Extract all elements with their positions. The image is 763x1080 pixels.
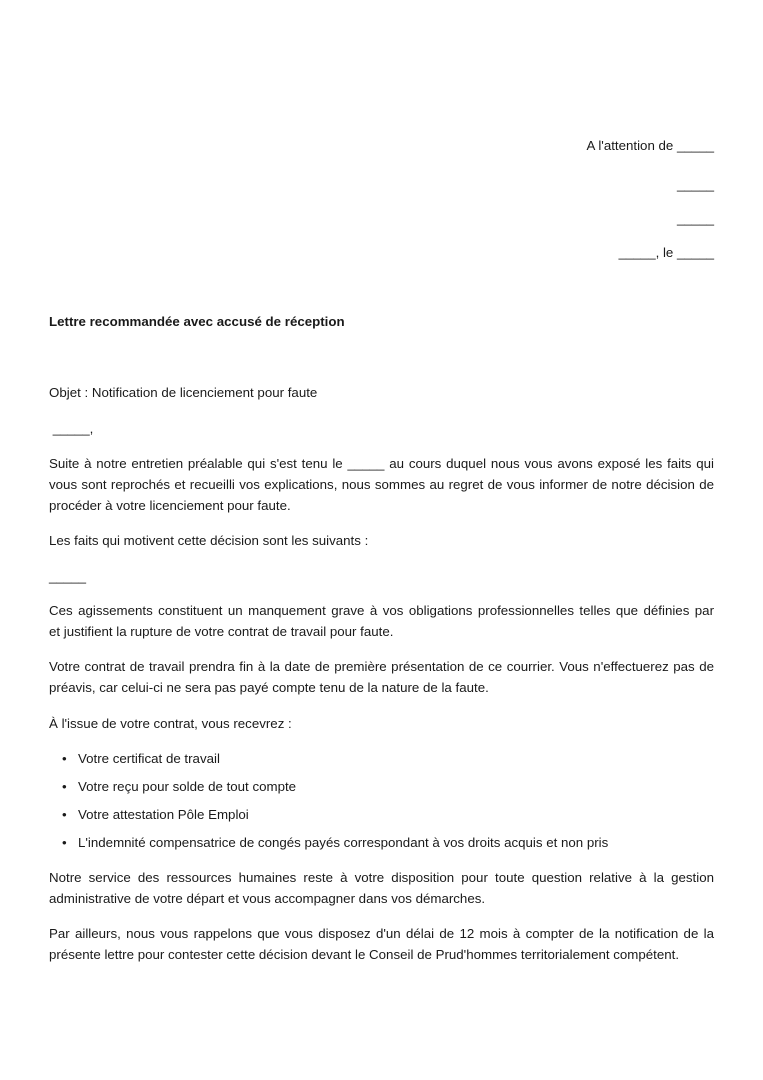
salutation: _____, <box>49 421 94 436</box>
bullet-icon: • <box>62 835 67 850</box>
paragraph-faits-blank: _____ <box>49 569 86 584</box>
bullet-icon: • <box>62 807 67 822</box>
list-item <box>49 748 714 776</box>
list-item <box>49 776 714 804</box>
paragraph-fin-contrat: Votre contrat de travail prendra fin à la date de première présentation de ce courrier. Vous n'effectuerez pas de préavis, car celui-ci ne sera pas payé compte tenu de la nature de la faute. <box>49 659 714 695</box>
list-item-text: Votre certificat de travail <box>78 751 220 766</box>
list-item-text: L'indemnité compensatrice de congés payés correspondant à vos droits acquis et non pris <box>78 835 609 850</box>
paragraph-faits-intro: Les faits qui motivent cette décision sont les suivants : <box>49 533 369 548</box>
paragraph-recours: Par ailleurs, nous vous rappelons que vous disposez d'un délai de 12 mois à compter de la notification de la présente lettre pour contester cette décision devant le Conseil de Prud'hommes territorialement compétent. <box>49 926 714 962</box>
address-line-blank: _____ <box>677 177 714 192</box>
list-item-text: Votre reçu pour solde de tout compte <box>78 779 297 794</box>
bullet-icon: • <box>62 751 67 766</box>
paragraph-entretien: Suite à notre entretien préalable qui s'est tenu le _____ au cours duquel nous vous avons exposé les faits qui vous sont reprochés et recueilli vos explications, nous sommes au regret de vous informer de notre décision de procéder à votre licenciement pour faute. <box>49 456 714 513</box>
letter-subject: Objet : Notification de licenciement pour faute <box>49 385 318 400</box>
paragraph-documents-intro: À l'issue de votre contrat, vous recevrez : <box>49 716 292 731</box>
place-date-line: _____, le _____ <box>618 245 714 260</box>
paragraph-manquement: Ces agissements constituent un manquement grave à vos obligations professionnelles telles que définies par et justifient la rupture de votre contrat de travail pour faute. <box>49 603 729 639</box>
paragraph-rh: Notre service des ressources humaines reste à votre disposition pour toute question relative à la gestion administrative de votre départ et vous accompagner dans vos démarches. <box>49 870 714 906</box>
address-line-blank: _____ <box>677 211 714 226</box>
list-item-text: Votre attestation Pôle Emploi <box>78 807 249 822</box>
bullet-icon: • <box>62 779 67 794</box>
letter-page <box>49 0 729 1080</box>
mode-envoi: Lettre recommandée avec accusé de réception <box>49 314 345 329</box>
documents-list <box>49 748 714 860</box>
list-item <box>49 832 714 860</box>
list-item <box>49 804 714 832</box>
recipient-line: A l'attention de _____ <box>586 138 714 153</box>
